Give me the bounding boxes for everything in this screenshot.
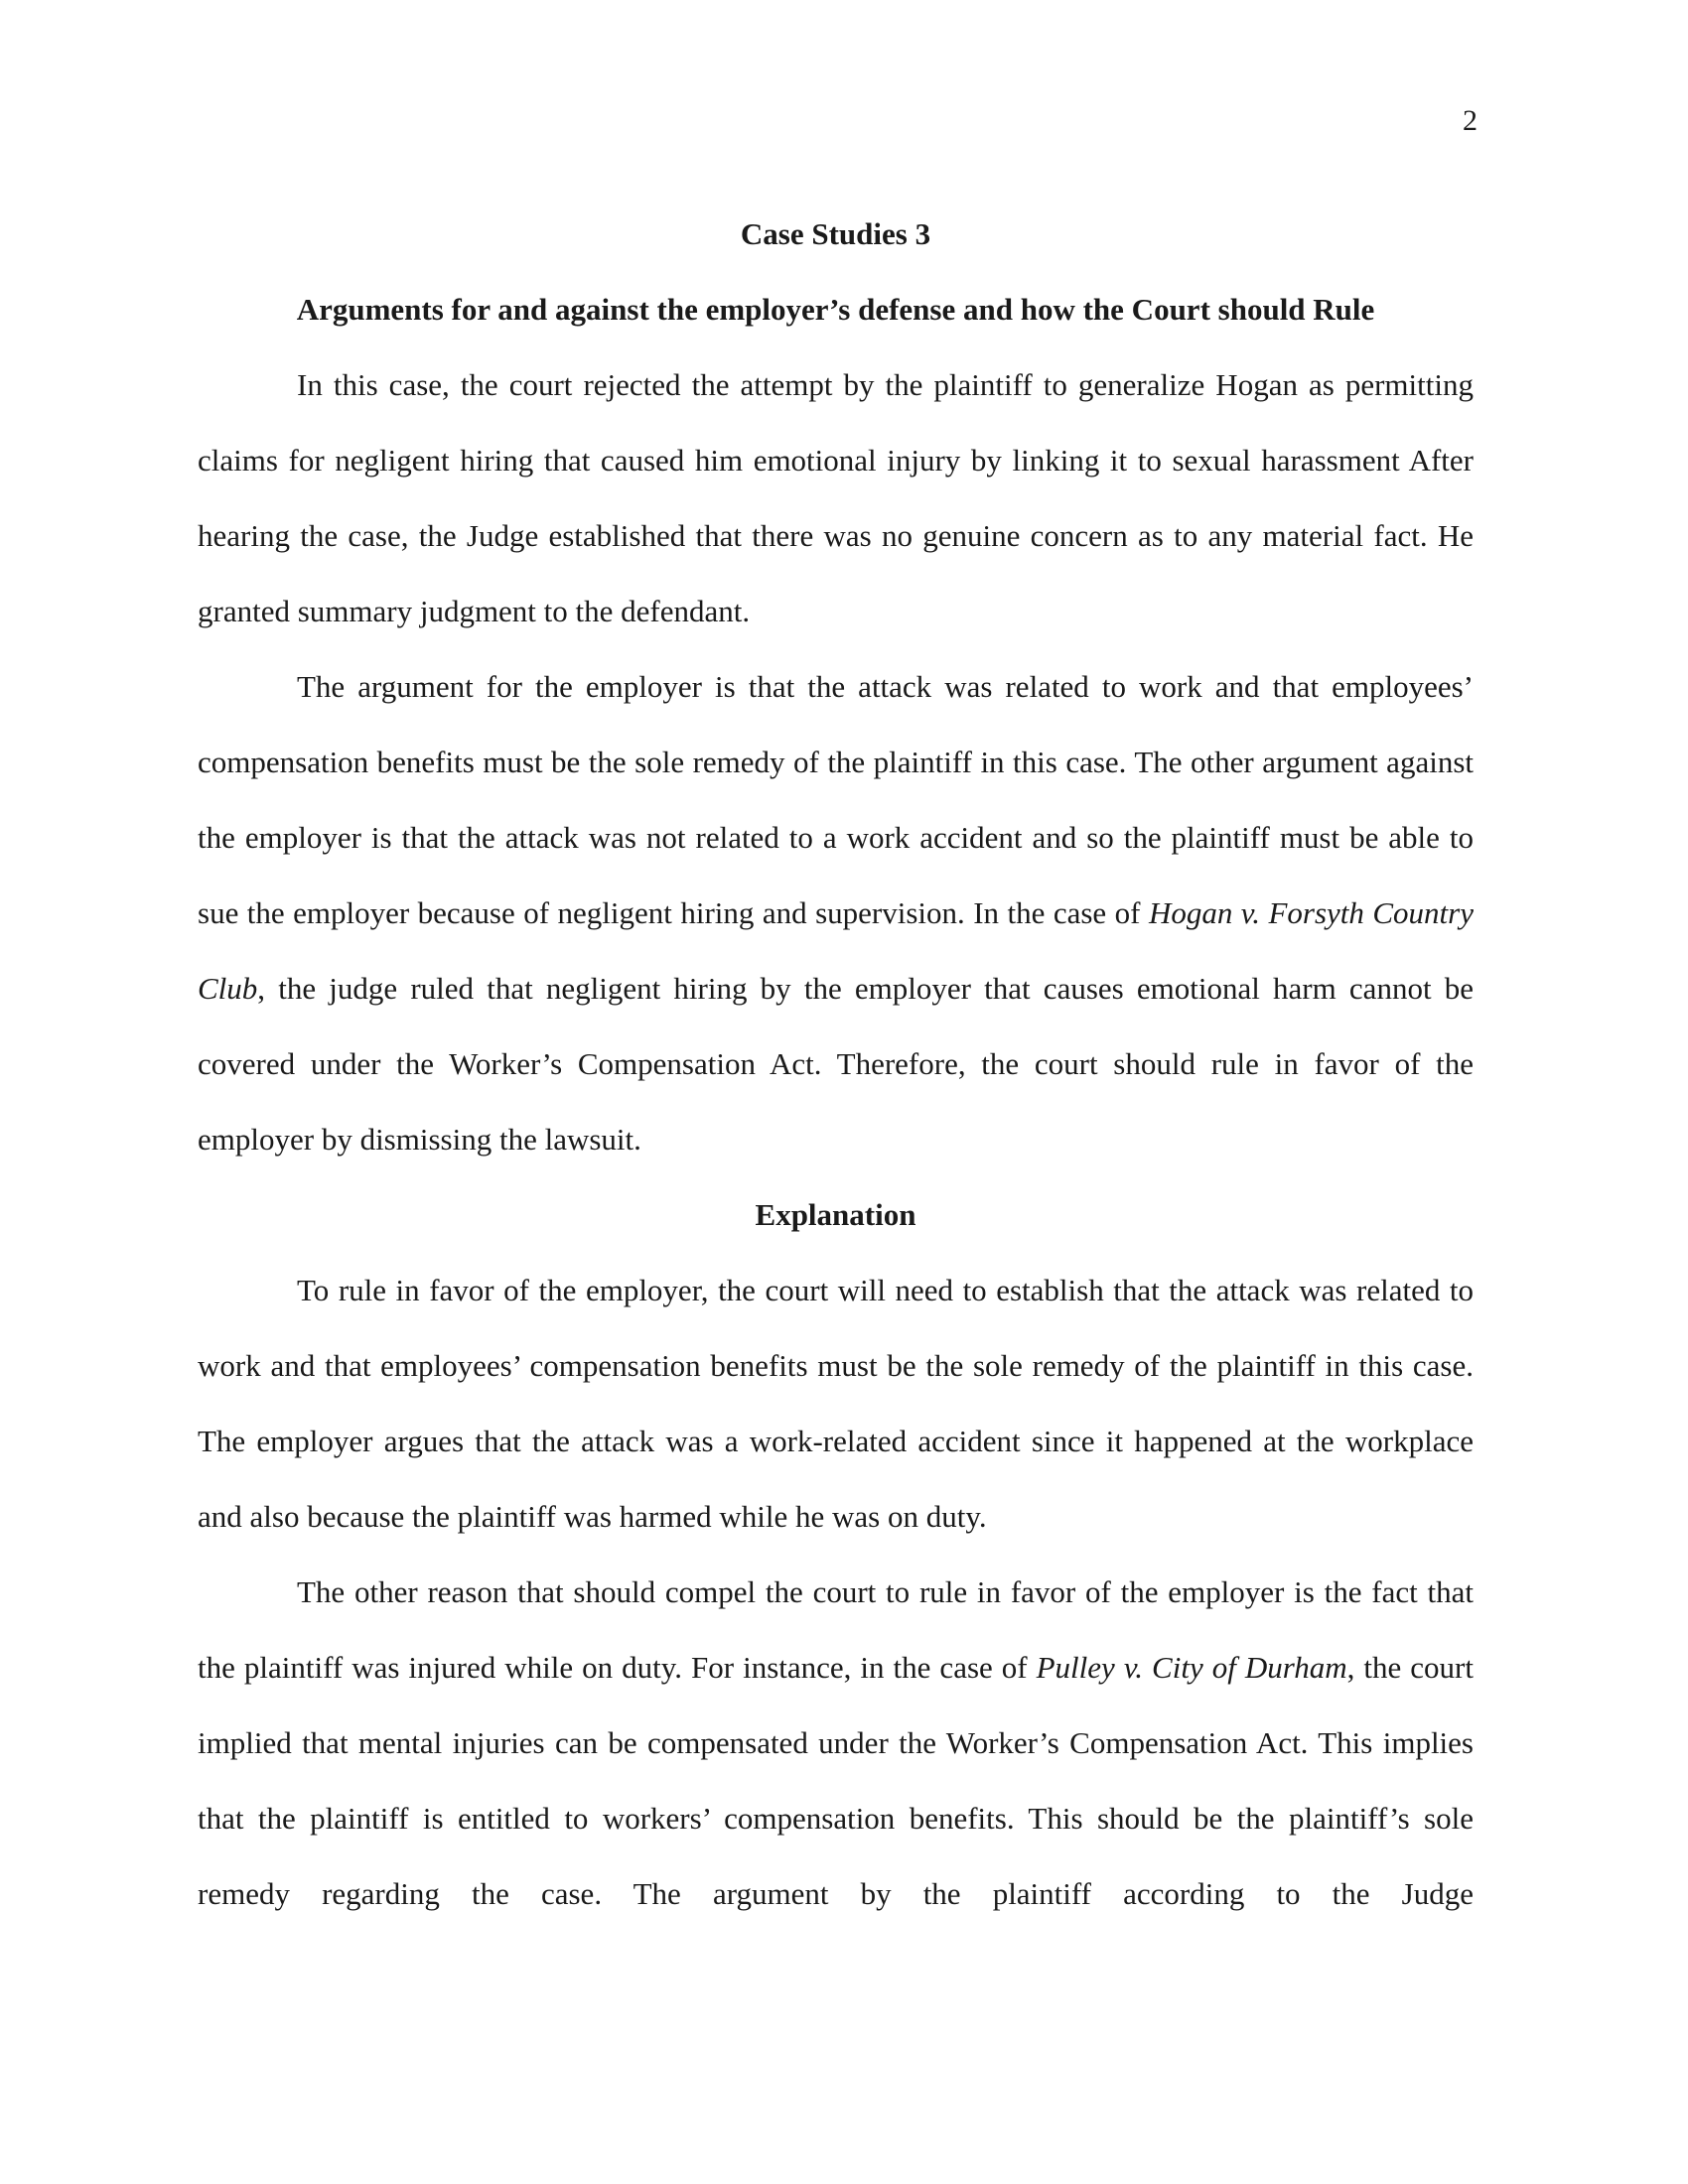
paragraph-text: The other reason that should compel the court to rule in favor of the employer is the fact that the plaintiff was injured while on duty. For instance, in the case of <box>198 1574 1474 1685</box>
page-number: 2 <box>1463 104 1477 137</box>
paragraph <box>198 1555 1474 1932</box>
case-citation: Pulley v. City of Durham <box>1036 1650 1347 1685</box>
paragraph: To rule in favor of the employer, the court will need to establish that the attack was related to work and that employees’ compensation benefits must be the sole remedy of the plaintiff in this case. The employer argues that the attack was a work-related accident since it happened at the workplace and also because the plaintiff was harmed while he was on duty. <box>198 1273 1474 1534</box>
section-heading-arguments: Arguments for and against the employer’s defense and how the Court should Rule <box>296 292 1375 327</box>
document-title: Case Studies 3 <box>740 216 931 251</box>
paragraph-text: , the judge ruled that negligent hiring by the employer that causes emotional harm cannot be covered under the Worker’s Compensation Act. Therefore, the court should rule in favor of the employer by dismissing the lawsuit. <box>198 971 1474 1157</box>
paragraph: In this case, the court rejected the attempt by the plaintiff to generalize Hogan as permitting claims for negligent hiring that caused him emotional injury by linking it to sexual harassment After hearing the case, the Judge established that there was no genuine concern as to any material fact. He granted summary judgment to the defendant. <box>198 367 1474 628</box>
paragraph-text: The argument for the employer is that the attack was related to work and that employees’ compensation benefits must be the sole remedy of the plaintiff in this case. The other argument against the employer is that the attack was not related to a work accident and so the plaintiff must be able to sue the employer because of negligent hiring and supervision. In the case of <box>198 669 1474 930</box>
paragraph <box>198 649 1474 1177</box>
paragraph-text: , the court implied that mental injuries can be compensated under the Worker’s Compensation Act. This implies that the plaintiff is entitled to workers’ compensation benefits. This should be the plaintiff’s sole remedy regarding the case. The argument by the plaintiff according to the Judge <box>198 1650 1474 1911</box>
section-heading-explanation: Explanation <box>755 1197 916 1232</box>
document-body <box>198 197 1474 1932</box>
case-citation: Hogan v. Forsyth Country Club <box>198 895 1474 1006</box>
